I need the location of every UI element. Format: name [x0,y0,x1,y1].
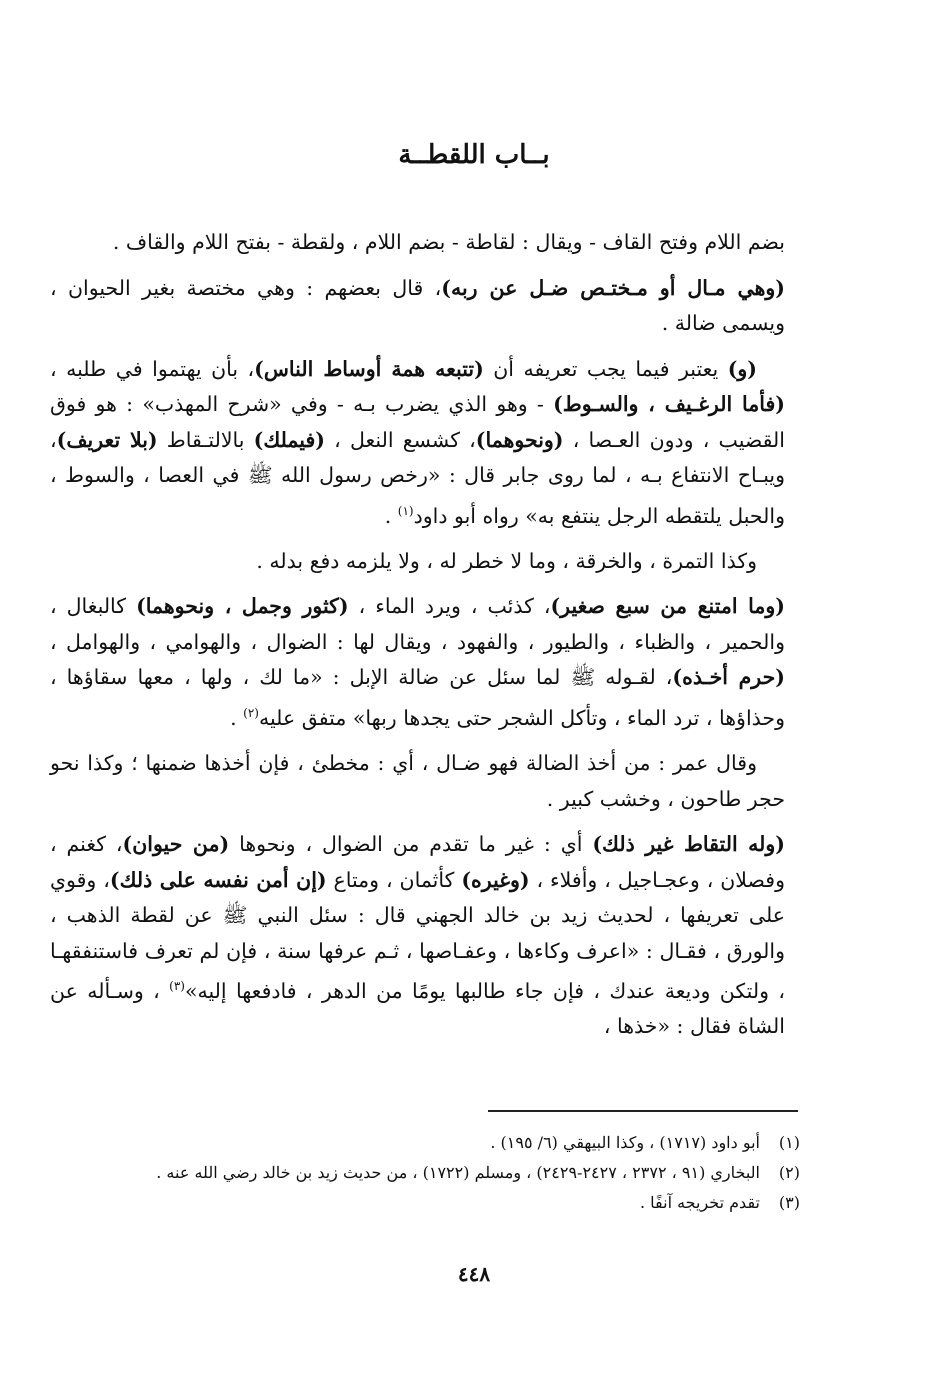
footnote-text: أبو داود (١٧١٧) ، وكذا البيهقي (٦/ ١٩٥) . [490,1133,760,1152]
bold-text: (من حيوان) [122,832,230,857]
footnote-ref: (٢) [243,705,259,720]
bold-text: (فيملك) [253,427,325,452]
bold-text: (بلا تعريف) [56,427,158,452]
text-segment: . [230,705,244,730]
text-segment: ، كذئب ، ويرد الماء ، [348,594,551,619]
bold-text: (وهي مـال أو مـختـص ضـل عن ربه) [441,275,785,300]
footnote-text: البخاري (٩١ ، ٢٣٧٢ ، ٢٤٢٧-٢٤٢٩) ، ومسلم (١٧٢٢) ، من حديث زيد بن خالد رضي الله عنه . [156,1163,760,1182]
footnote-number: (٣) [778,1193,800,1212]
bold-text: (وما امتنع من سبع صغير) [550,594,786,619]
text-segment: ، كغنم ، وفصلان ، وعجـاجيل ، وأفلاء ، [50,832,785,892]
bold-text: (ونحوهما) [475,427,564,452]
paragraph [50,271,785,342]
text-segment: ، وقوي على تعريفها ، لحديث زيد بن خالد الجهني قال : سئل النبي ﷺ عن لقطة الذهب ، والورق ، فقـال : «اعرف وكاءها ، وعفـاصها ، ثـم عرفها سنة ، فإن لم تعرف فاستنفقهـا ، ولتكن وديعة عندك ، فإن جاء طالبها يومًا من الدهر ، فادفعها إليه» [50,867,785,1003]
footnote [80,1128,800,1158]
bold-text: (وله التقاط غير ذلك) [592,832,785,857]
main-text [50,225,785,1055]
text-segment: ، لقـوله ﷺ لما سئل عن ضالة الإبل : «ما لك ، ولها ، معها سقاؤها ، وحذاؤها ، ترد الماء ، وتأكل الشجر حتى يجدها ربها» متفق عليه [50,665,785,730]
text-segment: وكذا التمرة ، والخرقة ، وما لا خطر له ، ولا يلزمه دفع بدله . [256,548,757,573]
paragraph [50,352,785,534]
text-segment: بالالتـقاط [157,427,254,452]
text-segment: ، بأن يهتموا في طلبه ، [50,356,255,381]
paragraph [50,589,785,736]
chapter-title: بــاب اللقطــة [398,140,550,170]
bold-text: (حرم أخـذه) [672,665,785,690]
text-segment: كالبغال ، والحمير ، والظباء ، والطيور ، والفهود ، ويقال لها : الضوال ، والهوامي ، والهوامل ، [50,594,785,654]
footnote-number: (١) [778,1133,800,1152]
text-segment: أي : غير ما تقدم من الضوال ، ونحوها [229,832,593,857]
bold-text: (فأما الرغـيف ، والسـوط) [553,392,785,416]
text-segment: يعتبر فيما يجب تعريفه أن [483,356,728,381]
footnote-ref: (١) [397,503,414,518]
text-segment: كأثمان ، ومتاع [326,867,462,892]
text-segment: ، وسـأله عن الشاة فقال : «خذها ، [50,978,785,1039]
paragraph [50,225,785,261]
bold-text: (و) [727,356,757,381]
footnote-number: (٢) [778,1163,800,1182]
text-segment: بضم اللام وفتح القاف - ويقال : لقاطة - بضم اللام ، ولقطة - بفتح اللام والقاف . [112,230,785,254]
page-number: ٤٤٨ [457,1262,491,1286]
bold-text: (تتبعه همة أوساط الناس) [254,356,484,381]
paragraph [50,746,785,817]
footnote [80,1188,800,1218]
text-segment: . [384,503,398,528]
text-segment: وقال عمر : من أخذ الضالة فهو ضـال ، أي : مخطئ ، فإن أخذها ضمنها ؛ وكذا نحو حجر طاحون ، وخشب كبير . [50,751,785,811]
footnote-separator [488,1110,798,1112]
paragraph [50,827,785,1045]
text-segment: ، قال بعضهم : وهي مختصة بغير الحيوان ، ويسمى ضالة . [50,275,785,335]
footnote-text: تقدم تخريجه آنفًا . [639,1193,760,1212]
paragraph [50,544,785,580]
footnote-ref: (٣) [169,979,185,994]
text-segment: ، ويبـاح الانتفاع بـه ، لما روى جابر قال : «رخص رسول الله ﷺ في العصا ، والسوط ، والحبل يلتقطه الرجل ينتفع به» رواه أبو داود [50,427,785,528]
footnotes [80,1128,800,1218]
text-segment: ، كشسع النعل ، [324,427,476,452]
bold-text: (إن أمن نفسه على ذلك) [109,867,327,892]
bold-text: (وغيره) [461,867,530,892]
text-segment: - وهو الذي يضرب بـه - وفي «شرح المهذب» : هو فوق القضيب ، ودون العـصا ، [50,392,785,452]
bold-text: (كثور وجمل ، ونحوهما) [136,594,349,619]
footnote [80,1158,800,1188]
